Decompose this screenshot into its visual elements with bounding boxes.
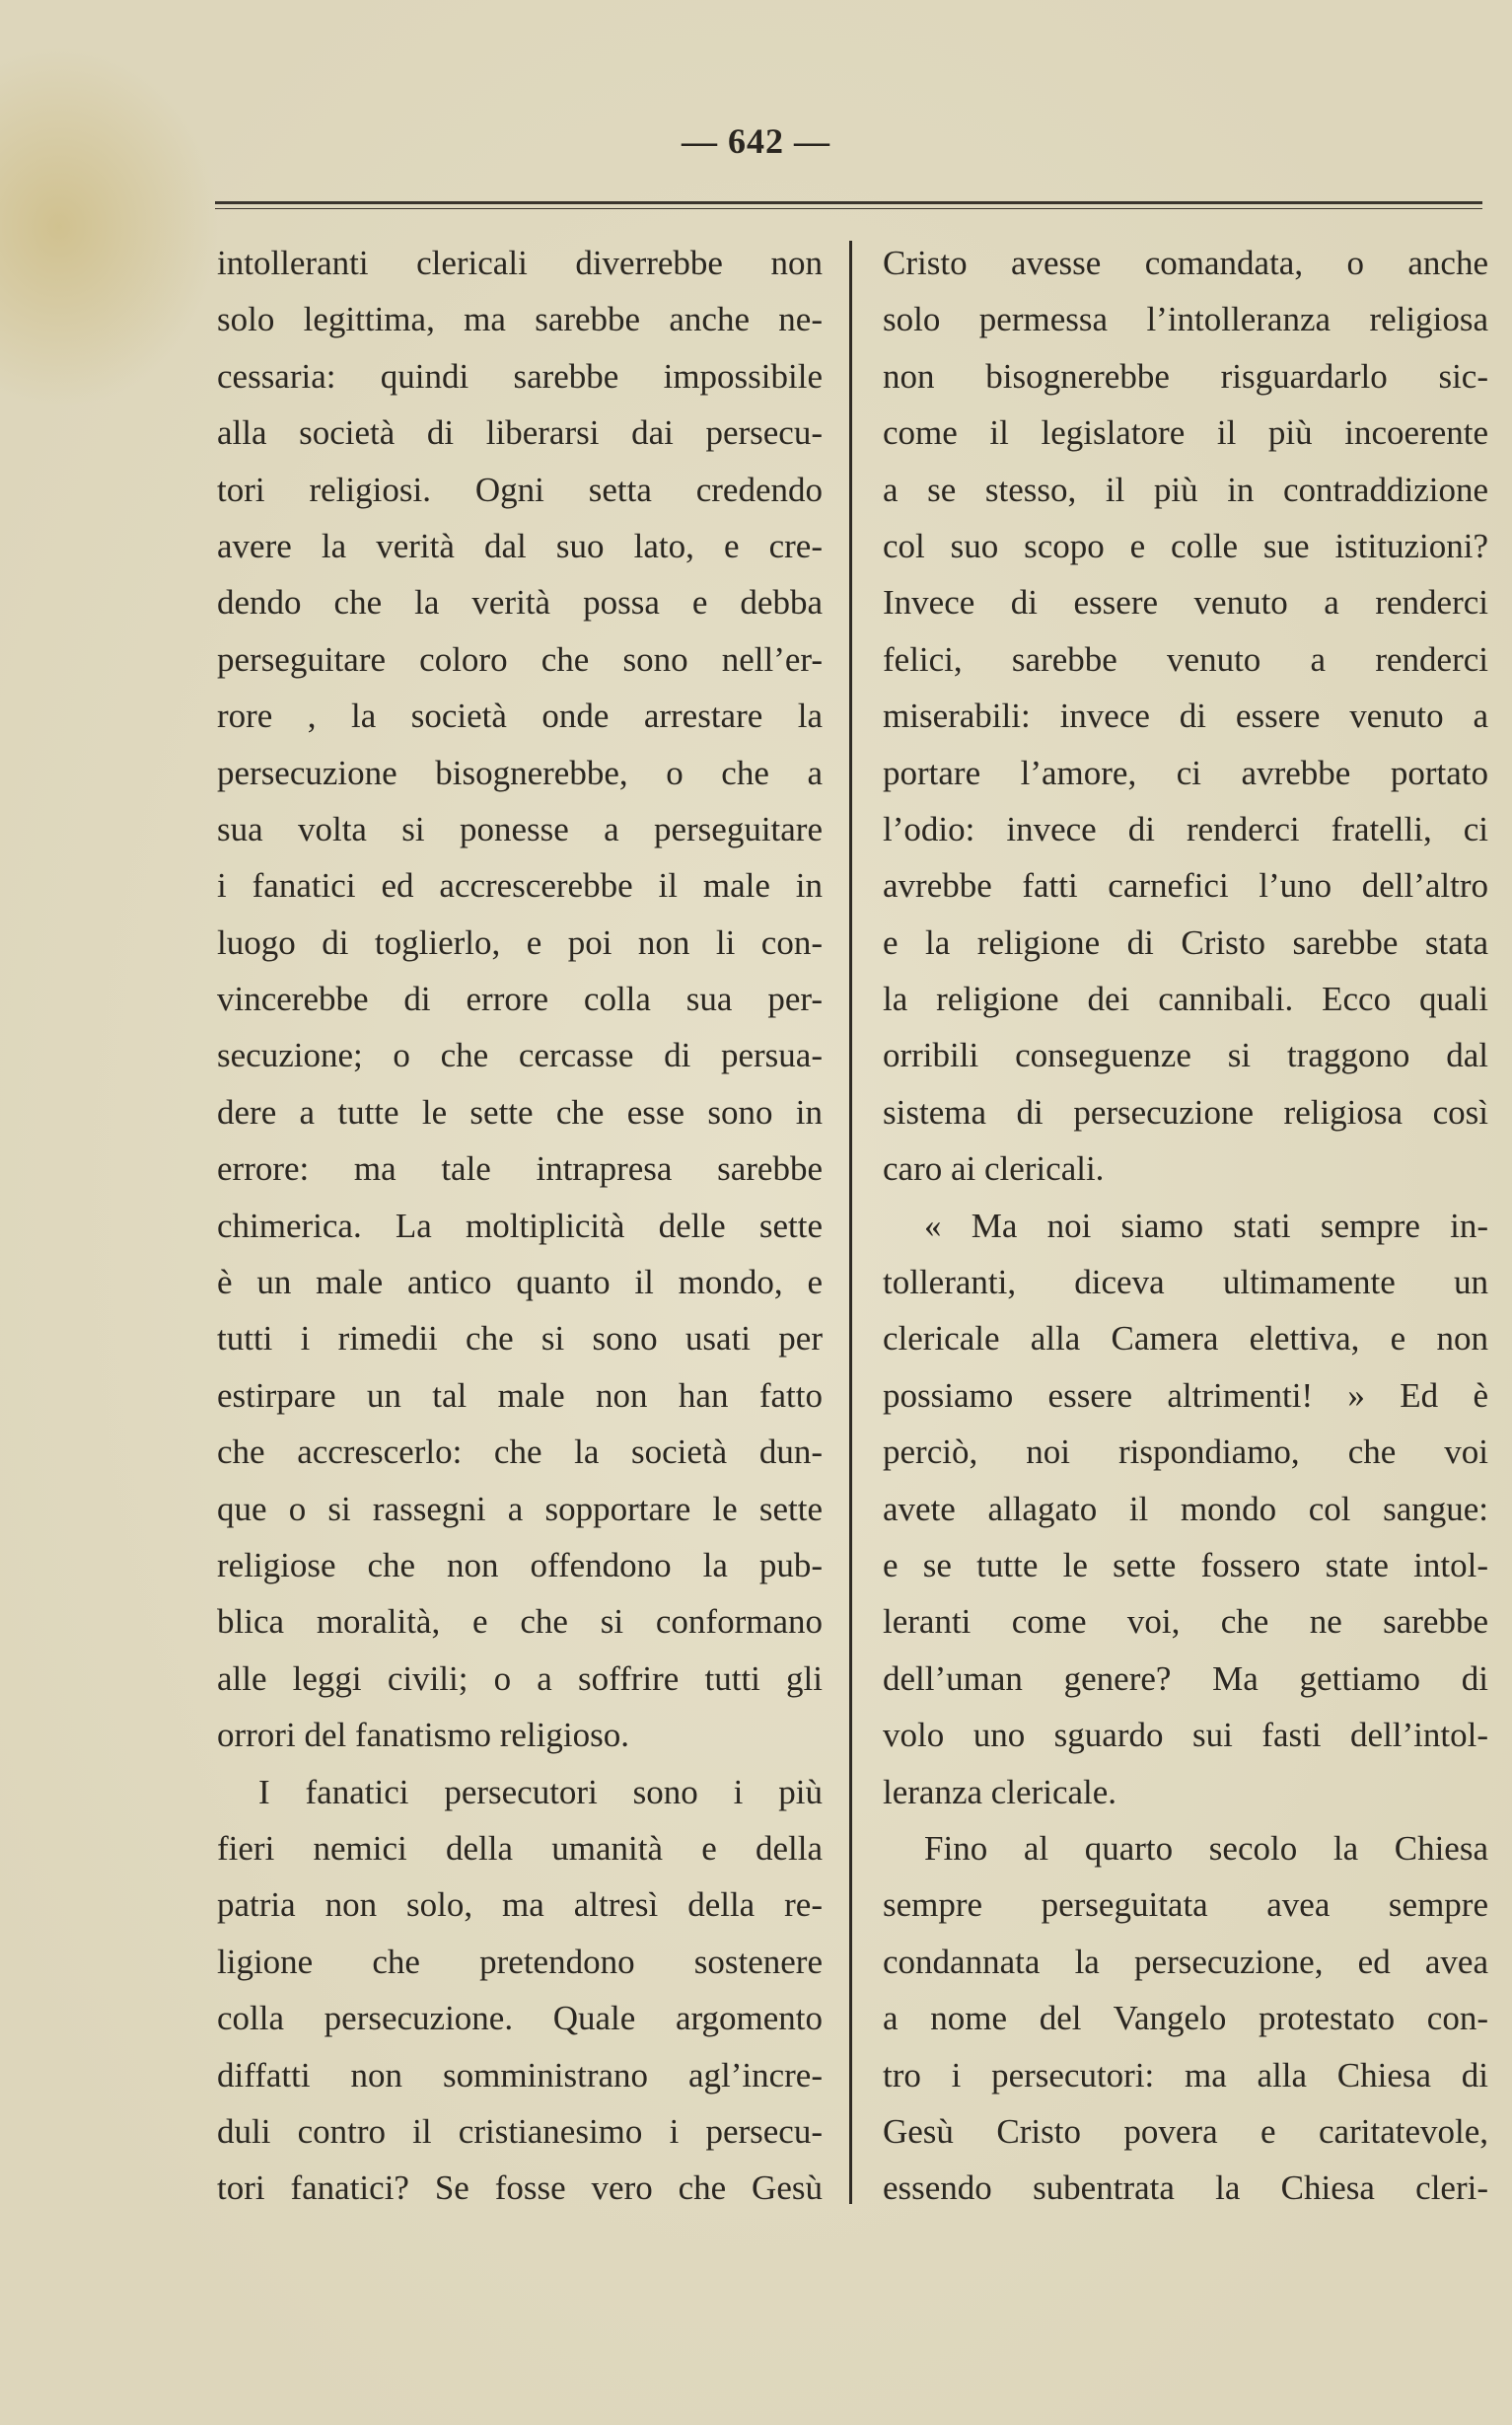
text-line: essendo subentrata la Chiesa cleri- (883, 2168, 1488, 2208)
text-line: vincerebbe di errore colla sua per- (217, 980, 823, 1019)
text-line: possiamo essere altrimenti! » Ed è (883, 1375, 1488, 1415)
text-line: luogo di toglierlo, e poi non li con- (217, 922, 823, 962)
text-line: patria non solo, ma altresì della re- (217, 1885, 823, 1925)
text-line: « Ma noi siamo stati sempre in- (924, 1206, 1488, 1245)
text-line: leranti come voi, che ne sarebbe (883, 1602, 1488, 1642)
text-line: dendo che la verità possa e debba (217, 583, 823, 623)
text-line: perciò, noi rispondiamo, che voi (883, 1433, 1488, 1472)
column-divider (849, 241, 852, 2204)
page-number: — 642 — (682, 121, 830, 161)
text-line: estirpare un tal male non han fatto (217, 1375, 823, 1415)
text-line: è un male antico quanto il mondo, e (217, 1263, 823, 1302)
text-line: orribili conseguenze si traggono dal (883, 1036, 1488, 1075)
text-line: alla società di liberarsi dai persecu- (217, 413, 823, 453)
text-line: avrebbe fatti carnefici l’uno dell’altro (883, 866, 1488, 906)
text-line: leranza clericale. (883, 1772, 1117, 1811)
text-line: Fino al quarto secolo la Chiesa (924, 1828, 1488, 1868)
left-text-column (217, 235, 823, 2228)
text-line: a se stesso, il più in contraddizione (883, 470, 1488, 509)
text-line: condannata la persecuzione, ed avea (883, 1942, 1488, 1981)
text-line: e se tutte le sette fossero state intol- (883, 1545, 1488, 1584)
right-text-column (883, 235, 1488, 2228)
text-line: tro i persecutori: ma alla Chiesa di (883, 2055, 1488, 2094)
text-line: rore , la società onde arrestare la (217, 697, 823, 736)
text-line: que o si rassegni a sopportare le sette (217, 1489, 823, 1528)
text-line: a nome del Vangelo protestato con- (883, 1999, 1488, 2038)
text-line: avete allagato il mondo col sangue: (883, 1489, 1488, 1528)
text-line: errore: ma tale intrapresa sarebbe (217, 1149, 823, 1189)
text-line: caro ai clericali. (883, 1149, 1105, 1189)
text-line: e la religione di Cristo sarebbe stata (883, 922, 1488, 962)
text-line: come il legislatore il più incoerente (883, 413, 1488, 453)
text-line: l’odio: invece di renderci fratelli, ci (883, 809, 1488, 848)
text-line: dell’uman genere? Ma gettiamo di (883, 1658, 1488, 1698)
text-line: Gesù Cristo povera e caritatevole, (883, 2111, 1488, 2151)
header-rule (215, 201, 1482, 204)
text-line: Cristo avesse comandata, o anche (883, 244, 1488, 282)
text-line: felici, sarebbe venuto a renderci (883, 639, 1488, 679)
text-line: blica moralità, e che si conformano (217, 1602, 823, 1642)
text-line: orrori del fanatismo religioso. (217, 1716, 629, 1755)
text-line: secuzione; o che cercasse di persua- (217, 1036, 823, 1075)
text-line: sempre perseguitata avea sempre (883, 1885, 1488, 1925)
text-line: non bisognerebbe risguardarlo sic- (883, 356, 1488, 396)
text-line: intolleranti clericali diverrebbe non (217, 244, 823, 282)
text-line: cessaria: quindi sarebbe impossibile (217, 356, 823, 396)
text-line: col suo scopo e colle sue istituzioni? (883, 526, 1488, 565)
text-line: persecuzione bisognerebbe, o che a (217, 753, 823, 792)
text-line: i fanatici ed accrescerebbe il male in (217, 866, 823, 906)
text-line: fieri nemici della umanità e della (217, 1828, 823, 1868)
text-line: perseguitare coloro che sono nell’er- (217, 639, 823, 679)
text-line: dere a tutte le sette che esse sono in (217, 1092, 823, 1132)
text-line: alle leggi civili; o a soffrire tutti gli (217, 1658, 823, 1698)
text-line: tori religiosi. Ogni setta credendo (217, 470, 823, 509)
text-line: duli contro il cristianesimo i persecu- (217, 2111, 823, 2151)
text-line: chimerica. La moltiplicità delle sette (217, 1206, 823, 1245)
text-line: Invece di essere venuto a renderci (883, 583, 1488, 623)
text-line: tolleranti, diceva ultimamente un (883, 1263, 1488, 1302)
text-line: sistema di persecuzione religiosa così (883, 1092, 1488, 1132)
text-line: religiose che non offendono la pub- (217, 1545, 823, 1584)
text-line: I fanatici persecutori sono i più (258, 1772, 823, 1811)
text-line: solo permessa l’intolleranza religiosa (883, 300, 1488, 339)
text-line: diffatti non somministrano agl’incre- (217, 2055, 823, 2094)
text-line: miserabili: invece di essere venuto a (883, 697, 1488, 736)
text-line: volo uno sguardo sui fasti dell’intol- (883, 1716, 1488, 1755)
text-line: solo legittima, ma sarebbe anche ne- (217, 300, 823, 339)
text-line: la religione dei cannibali. Ecco quali (883, 980, 1488, 1019)
text-line: sua volta si ponesse a perseguitare (217, 809, 823, 848)
text-line: che accrescerlo: che la società dun- (217, 1433, 823, 1472)
text-line: avere la verità dal suo lato, e cre- (217, 526, 823, 565)
text-line: portare l’amore, ci avrebbe portato (883, 753, 1488, 792)
text-line: tutti i rimedii che si sono usati per (217, 1319, 823, 1359)
text-line: ligione che pretendono sostenere (217, 1942, 823, 1981)
text-line: colla persecuzione. Quale argomento (217, 1999, 823, 2038)
text-line: tori fanatici? Se fosse vero che Gesù (217, 2168, 823, 2208)
text-line: clericale alla Camera elettiva, e non (883, 1319, 1488, 1359)
